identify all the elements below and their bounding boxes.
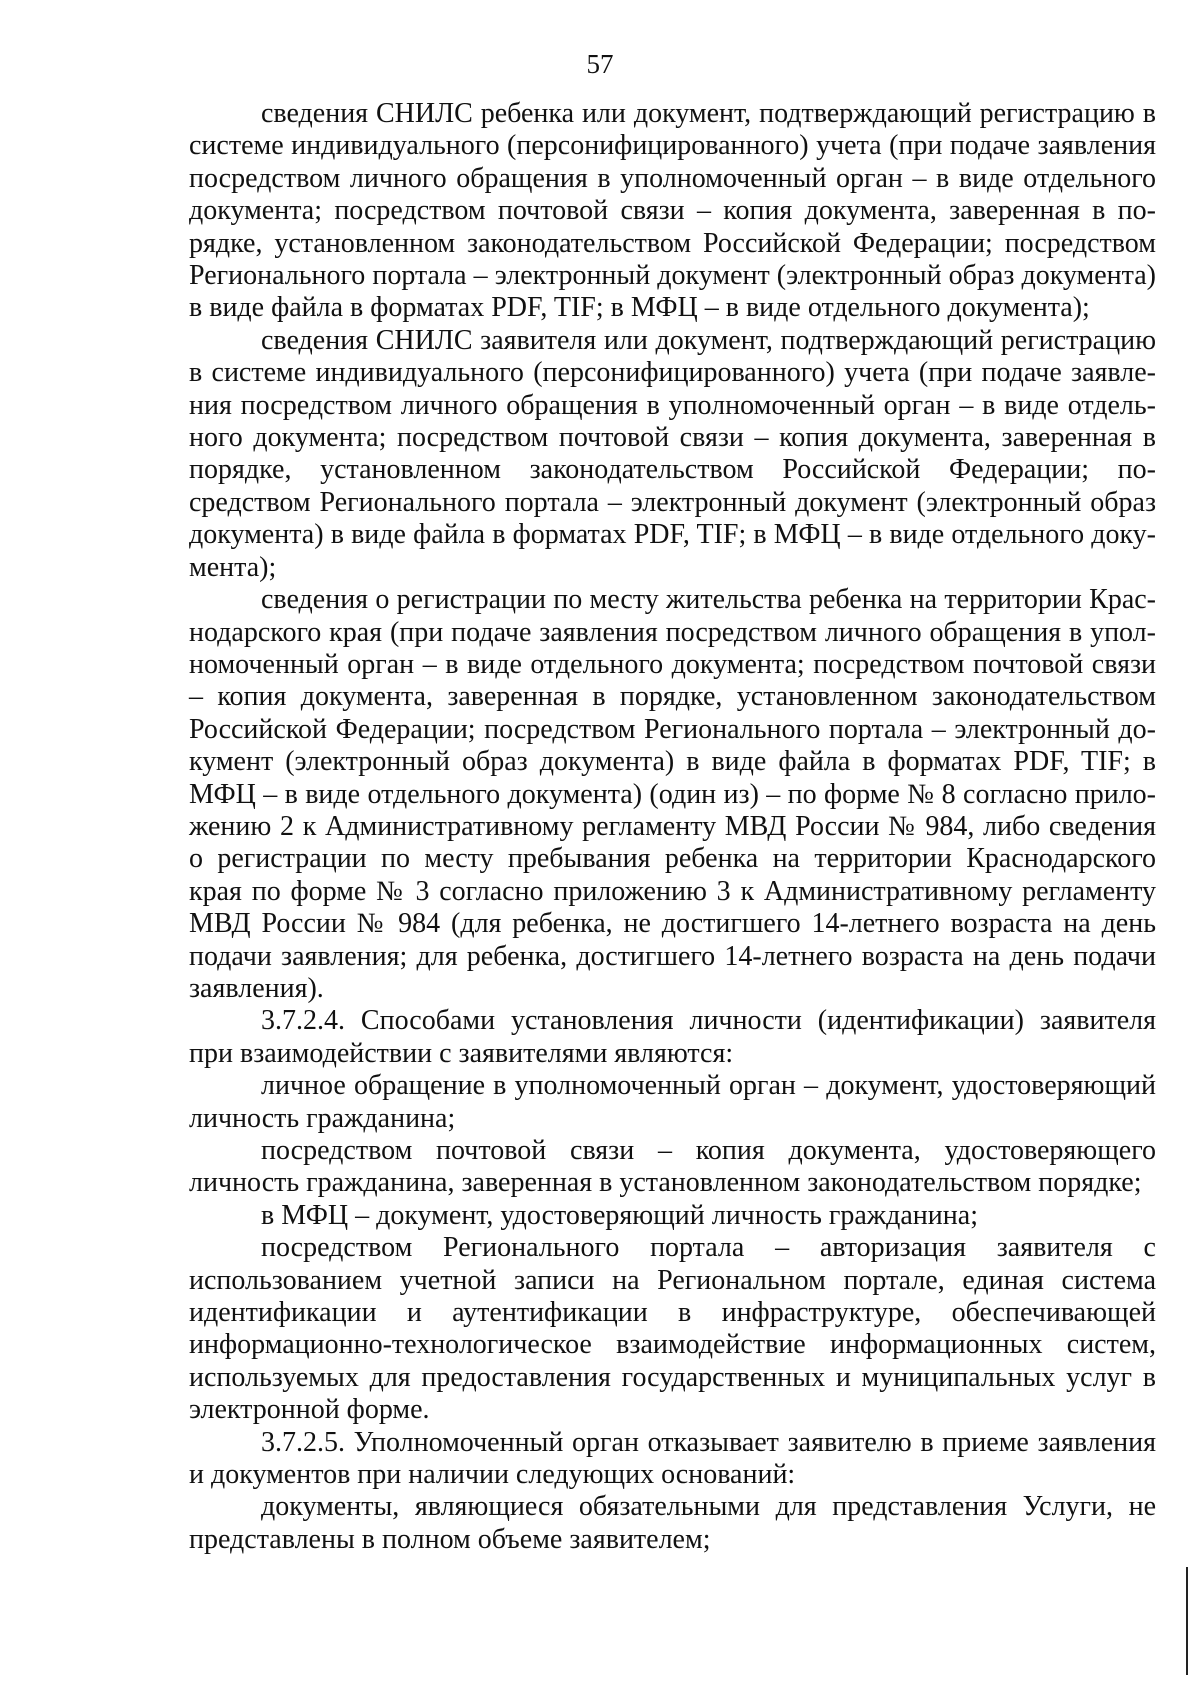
paragraph-postal: посредством почтовой связи – копия документа, удостоверяющего личность гражданина, заверенная в установленном законодательством порядке; bbox=[189, 1135, 1156, 1199]
paragraph-personal-visit: личное обращение в уполномоченный орган – документ, удостоверяющий личность гражданина; bbox=[189, 1070, 1156, 1134]
paragraph-3-7-2-5: 3.7.2.5. Уполномоченный орган отказывает заявителю в приеме заявления и документов при наличии следующих оснований: bbox=[189, 1426, 1156, 1491]
paragraph-snils-child: сведения СНИЛС ребенка или документ, подтверждающий регистрацию в системе индивидуального (персонифицированного) учета (при подаче заявления посредством личного обращения в уполномоченный орган – в виде отдельного документа; посредством почтовой связи – копия документа, заверенная в порядке, установленном законодательством Российской Федерации; посредством Регионального портала – электронный документ (электронный образ документа) в виде файла в форматах PDF, TIF; в МФЦ – в виде отдельного документа); bbox=[189, 98, 1156, 324]
paragraph-registration-info: сведения о регистрации по месту жительства ребенка на территории Краснодарского края (при подаче заявления посредством личного обращения в уполномоченный орган – в виде отдельного документа; посредством почтовой связи – копия документа, заверенная в порядке, установленном законодательством Российской Федерации; посредством Регионального портала – электронный документ (электронный образ документа) в виде файла в форматах PDF, TIF; в МФЦ – в виде отдельного документа) (один из) – по форме № 8 согласно приложению 2 к Административному регламенту МВД России № 984, либо сведения о регистрации по месту пребывания ребенка на территории Краснодарского края по форме № 3 согласно приложению 3 к Административному регламенту МВД России № 984 (для ребенка, не достигшего 14-летнего возраста на день подачи заявления; для ребенка, достигшего 14-летнего возраста на день подачи заявления). bbox=[189, 584, 1156, 1004]
paragraph-3-7-2-4: 3.7.2.4. Способами установления личности (идентификации) заявителя при взаимодействии с заявителями являются: bbox=[189, 1005, 1156, 1069]
page-number: 57 bbox=[586, 49, 614, 79]
paragraph-incomplete-documents: документы, являющиеся обязательными для представления Услуги, не представлены в полном объеме заявителем; bbox=[189, 1491, 1156, 1555]
paragraph-regional-portal: посредством Регионального портала – авторизация заявителя с использованием учетной записи на Региональном портале, единая система идентификации и аутентификации в инфраструктуре, обеспечивающей информационно-технологическое взаимодействие информационных систем, используемых для предоставления государственных и муниципальных услуг в электронной форме. bbox=[189, 1232, 1156, 1426]
paragraph-mfc: в МФЦ – документ, удостоверяющий личность гражданина; bbox=[261, 1199, 978, 1231]
paragraph-snils-applicant: сведения СНИЛС заявителя или документ, подтверждающий регистрацию в системе индивидуального (персонифицированного) учета (при подаче заявления посредством личного обращения в уполномоченный орган – в виде отдельного документа; посредством почтовой связи – копия документа, заверенная в порядке, установленном законодательством Российской Федерации; посредством Регионального портала – электронный документ (электронный образ документа) в виде файла в форматах PDF, TIF; в МФЦ – в виде отдельного документа); bbox=[189, 324, 1156, 583]
document-body bbox=[189, 98, 1156, 1556]
scan-edge-mark bbox=[1186, 1567, 1188, 1675]
